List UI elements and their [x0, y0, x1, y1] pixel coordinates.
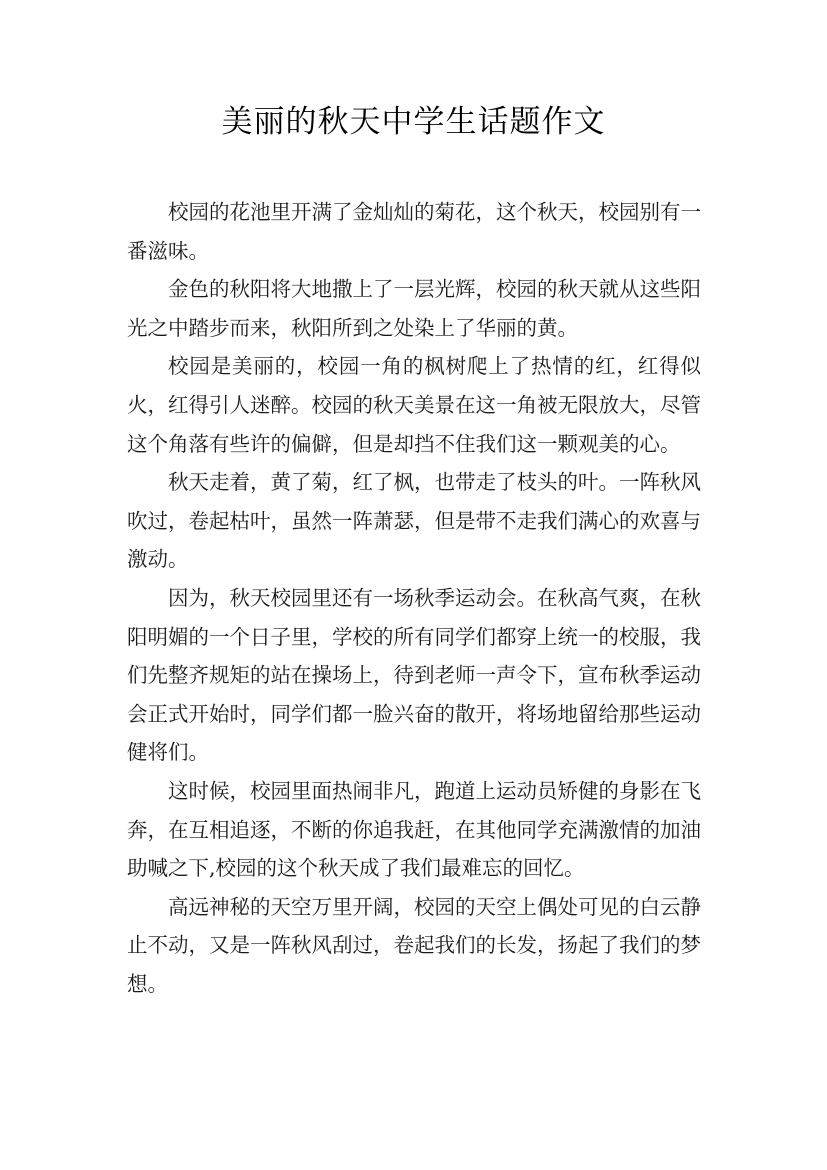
paragraph: 校园的花池里开满了金灿灿的菊花，这个秋天，校园别有一番滋味。: [127, 200, 701, 263]
paragraph: 金色的秋阳将大地撒上了一层光辉，校园的秋天就从这些阳光之中踏步而来，秋阳所到之处染上了华丽的黄。: [127, 277, 701, 340]
paragraph: 校园是美丽的，校园一角的枫树爬上了热情的红，红得似火，红得引人迷醉。校园的秋天美景在这一角被无限放大，尽管这个角落有些许的偏僻，但是却挡不住我们这一颗观美的心。: [127, 354, 701, 456]
document-title: 美丽的秋天中学生话题作文: [221, 104, 606, 140]
paragraph: 高远神秘的天空万里开阔，校园的天空上偶处可见的白云静止不动，又是一阵秋风刮过，卷起我们的长发，扬起了我们的梦想。: [127, 894, 701, 996]
paragraph: 秋天走着，黄了菊，红了枫，也带走了枝头的叶。一阵秋风吹过，卷起枯叶，虽然一阵萧瑟，但是带不走我们满心的欢喜与激动。: [127, 470, 701, 572]
document-body: [127, 193, 701, 1003]
paragraph: 这时候，校园里面热闹非凡，跑道上运动员矫健的身影在飞奔，在互相追逐，不断的你追我赶，在其他同学充满激情的加油助喊之下,校园的这个秋天成了我们最难忘的回忆。: [127, 778, 701, 881]
paragraph: 因为，秋天校园里还有一场秋季运动会。在秋高气爽，在秋阳明媚的一个日子里，学校的所有同学们都穿上统一的校服，我们先整齐规矩的站在操场上，待到老师一声令下，宣布秋季运动会正式开始时，同学们都一脸兴奋的散开，将场地留给那些运动健将们。: [127, 585, 701, 765]
